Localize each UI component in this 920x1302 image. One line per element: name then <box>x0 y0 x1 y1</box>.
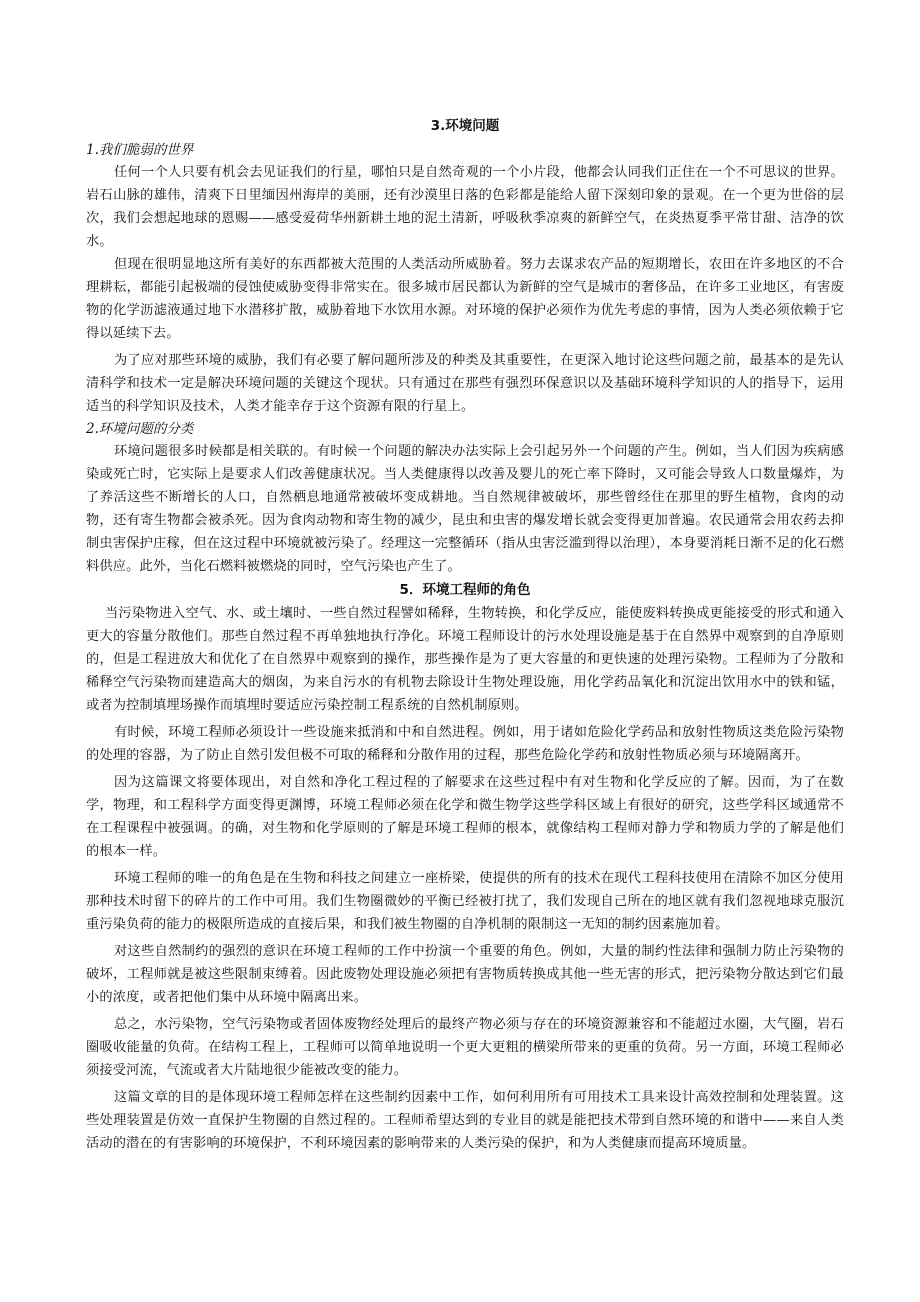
section-title: 5．环境工程师的角色 <box>399 582 531 598</box>
paragraph: 环境工程师的唯一的角色是在生物和科技之间建立一座桥梁，使提供的所有的技术在现代工程科技使用在清除不加区分使用那种技术时留下的碎片的工作中可用。我们生物圈微妙的平衡已经被打扰了，我们发现自己所在的地区就有我们忽视地球克服沉重污染负荷的能力的极限所造成的直接后果，和我们被生物圈的自净机制的限制这一无知的制约因素施加着。 <box>86 871 844 932</box>
paragraph: 任何一个人只要有机会去见证我们的行星，哪怕只是自然奇观的一个小片段，他都会认同我们正住在一个不可思议的世界。岩石山脉的雄伟，清爽下日里缅因州海岸的美丽，还有沙漠里日落的色彩都是能给人留下深刻印象的景观。在一个更为世俗的层次，我们会想起地球的恩赐——感受爱荷华州新耕土地的泥土清新，呼吸秋季凉爽的新鲜空气，在炎热夏季平常甘甜、洁净的饮水。 <box>86 165 844 249</box>
paragraph: 对这些自然制约的强烈的意识在环境工程师的工作中扮演一个重要的角色。例如，大量的制约性法律和强制力防止污染物的破坏，工程师就是被这些限制束缚着。因此废物处理设施必须把有害物质转换成其他一些无害的形式，把污染物分散达到它们最小的浓度，或者把他们集中从环境中隔离出来。 <box>86 944 844 1005</box>
document-page <box>86 113 844 1159</box>
paragraph: 有时候，环境工程师必须设计一些设施来抵消和中和自然进程。例如，用于诸如危险化学药品和放射性物质这类危险污染物的处理的容器，为了防止自然引发但极不可取的稀释和分散作用的过程，那些危险化学药和放射性物质必须与环境隔离开。 <box>86 725 844 763</box>
section-title: 3.环境问题 <box>430 118 500 134</box>
paragraph: 但现在很明显地这所有美好的东西都被大范围的人类活动所威胁着。努力去谋求农产品的短期增长，农田在许多地区的不合理耕耘，都能引起极端的侵蚀使威胁变得非常实在。很多城市居民都认为新鲜的空气是城市的奢侈品，在许多工业地区，有害废物的化学沥滤液通过地下水潜移扩散，威胁着地下水饮用水源。对环境的保护必须作为优先考虑的事情，因为人类必须依赖于它得以延续下去。 <box>86 257 844 341</box>
subsection-heading: 1.我们脆弱的世界 <box>86 142 194 158</box>
subsection-heading: 2.环境问题的分类 <box>86 421 194 437</box>
paragraph: 这篇文章的目的是体现环境工程师怎样在这些制约因素中工作，如何利用所有可用技术工具来设计高效控制和处理装置。这些处理装置是仿效一直保护生物圈的自然过程的。工程师希望达到的专业目的就是能把技术带到自然环境的和谐中——来自人类活动的潜在的有害影响的环境保护，不利环境因素的影响带来的人类污染的保护，和为人类健康而提高环境质量。 <box>86 1090 844 1151</box>
paragraph: 环境问题很多时候都是相关联的。有时候一个问题的解决办法实际上会引起另外一个问题的产生。例如，当人们因为疾病感染或死亡时，它实际上是要求人们改善健康状况。当人类健康得以改善及婴儿的死亡率下降时，又可能会导致人口数量爆炸，为了养活这些不断增长的人口，自然栖息地通常被破坏变成耕地。当自然规律被破坏，那些曾经住在那里的野生植物，食肉的动物，还有寄生物都会被杀死。因为食肉动物和寄生物的减少，昆虫和虫害的爆发增长就会变得更加普遍。农民通常会用农药去抑制虫害保护庄稼，但在这过程中环境就被污染了。经理这一完整循环（指从虫害泛滥到得以治理），本身要消耗日渐不足的化石燃料供应。此外，当化石燃料被燃烧的同时，空气污染也产生了。 <box>86 444 844 574</box>
paragraph: 总之，水污染物，空气污染物或者固体废物经处理后的最终产物必须与存在的环境资源兼容和不能超过水圈，大气圈，岩石圈吸收能量的负荷。在结构工程上，工程师可以简单地说明一个更大更粗的横梁所带来的更重的负荷。另一方面，环境工程师必须接受河流，气流或者大片陆地很少能被改变的能力。 <box>86 1017 844 1078</box>
paragraph: 因为这篇课文将要体现出，对自然和净化工程过程的了解要求在这些过程中有对生物和化学反应的了解。因而，为了在数学，物理，和工程科学方面变得更渊博，环境工程师必须在化学和微生物学这些学科区域上有很好的研究，这些学科区域通常不在工程课程中被强调。的确，对生物和化学原则的了解是环境工程师的根本，就像结构工程师对静力学和物质力学的了解是他们的根本一样。 <box>86 775 844 859</box>
paragraph: 当污染物进入空气、水、或土壤时、一些自然过程譬如稀释，生物转换，和化学反应，能使废料转换成更能接受的形式和通入更大的容量分散他们。那些自然过程不再单独地执行净化。环境工程师设计的污水处理设施是基于在自然界中观察到的自净原则的，但是工程进放大和优化了在自然界中观察到的操作，那些操作是为了更大容量的和更快速的处理污染物。工程师为了分散和稀释空气污染物而建造高大的烟囱，为来自污水的有机物去除设计生物处理设施，用化学药品氧化和沉淀出饮用水中的铁和锰，或者为控制填埋场操作而填埋时要适应污染控制工程系统的自然机制原则。 <box>86 606 844 713</box>
paragraph: 为了应对那些环境的威胁，我们有必要了解问题所涉及的种类及其重要性，在更深入地讨论这些问题之前，最基本的是先认清科学和技术一定是解决环境问题的关键这个现状。只有通过在那些有强烈环保意识以及基础环境科学知识的人的指导下，运用适当的科学知识及技术，人类才能幸存于这个资源有限的行星上。 <box>86 353 844 414</box>
